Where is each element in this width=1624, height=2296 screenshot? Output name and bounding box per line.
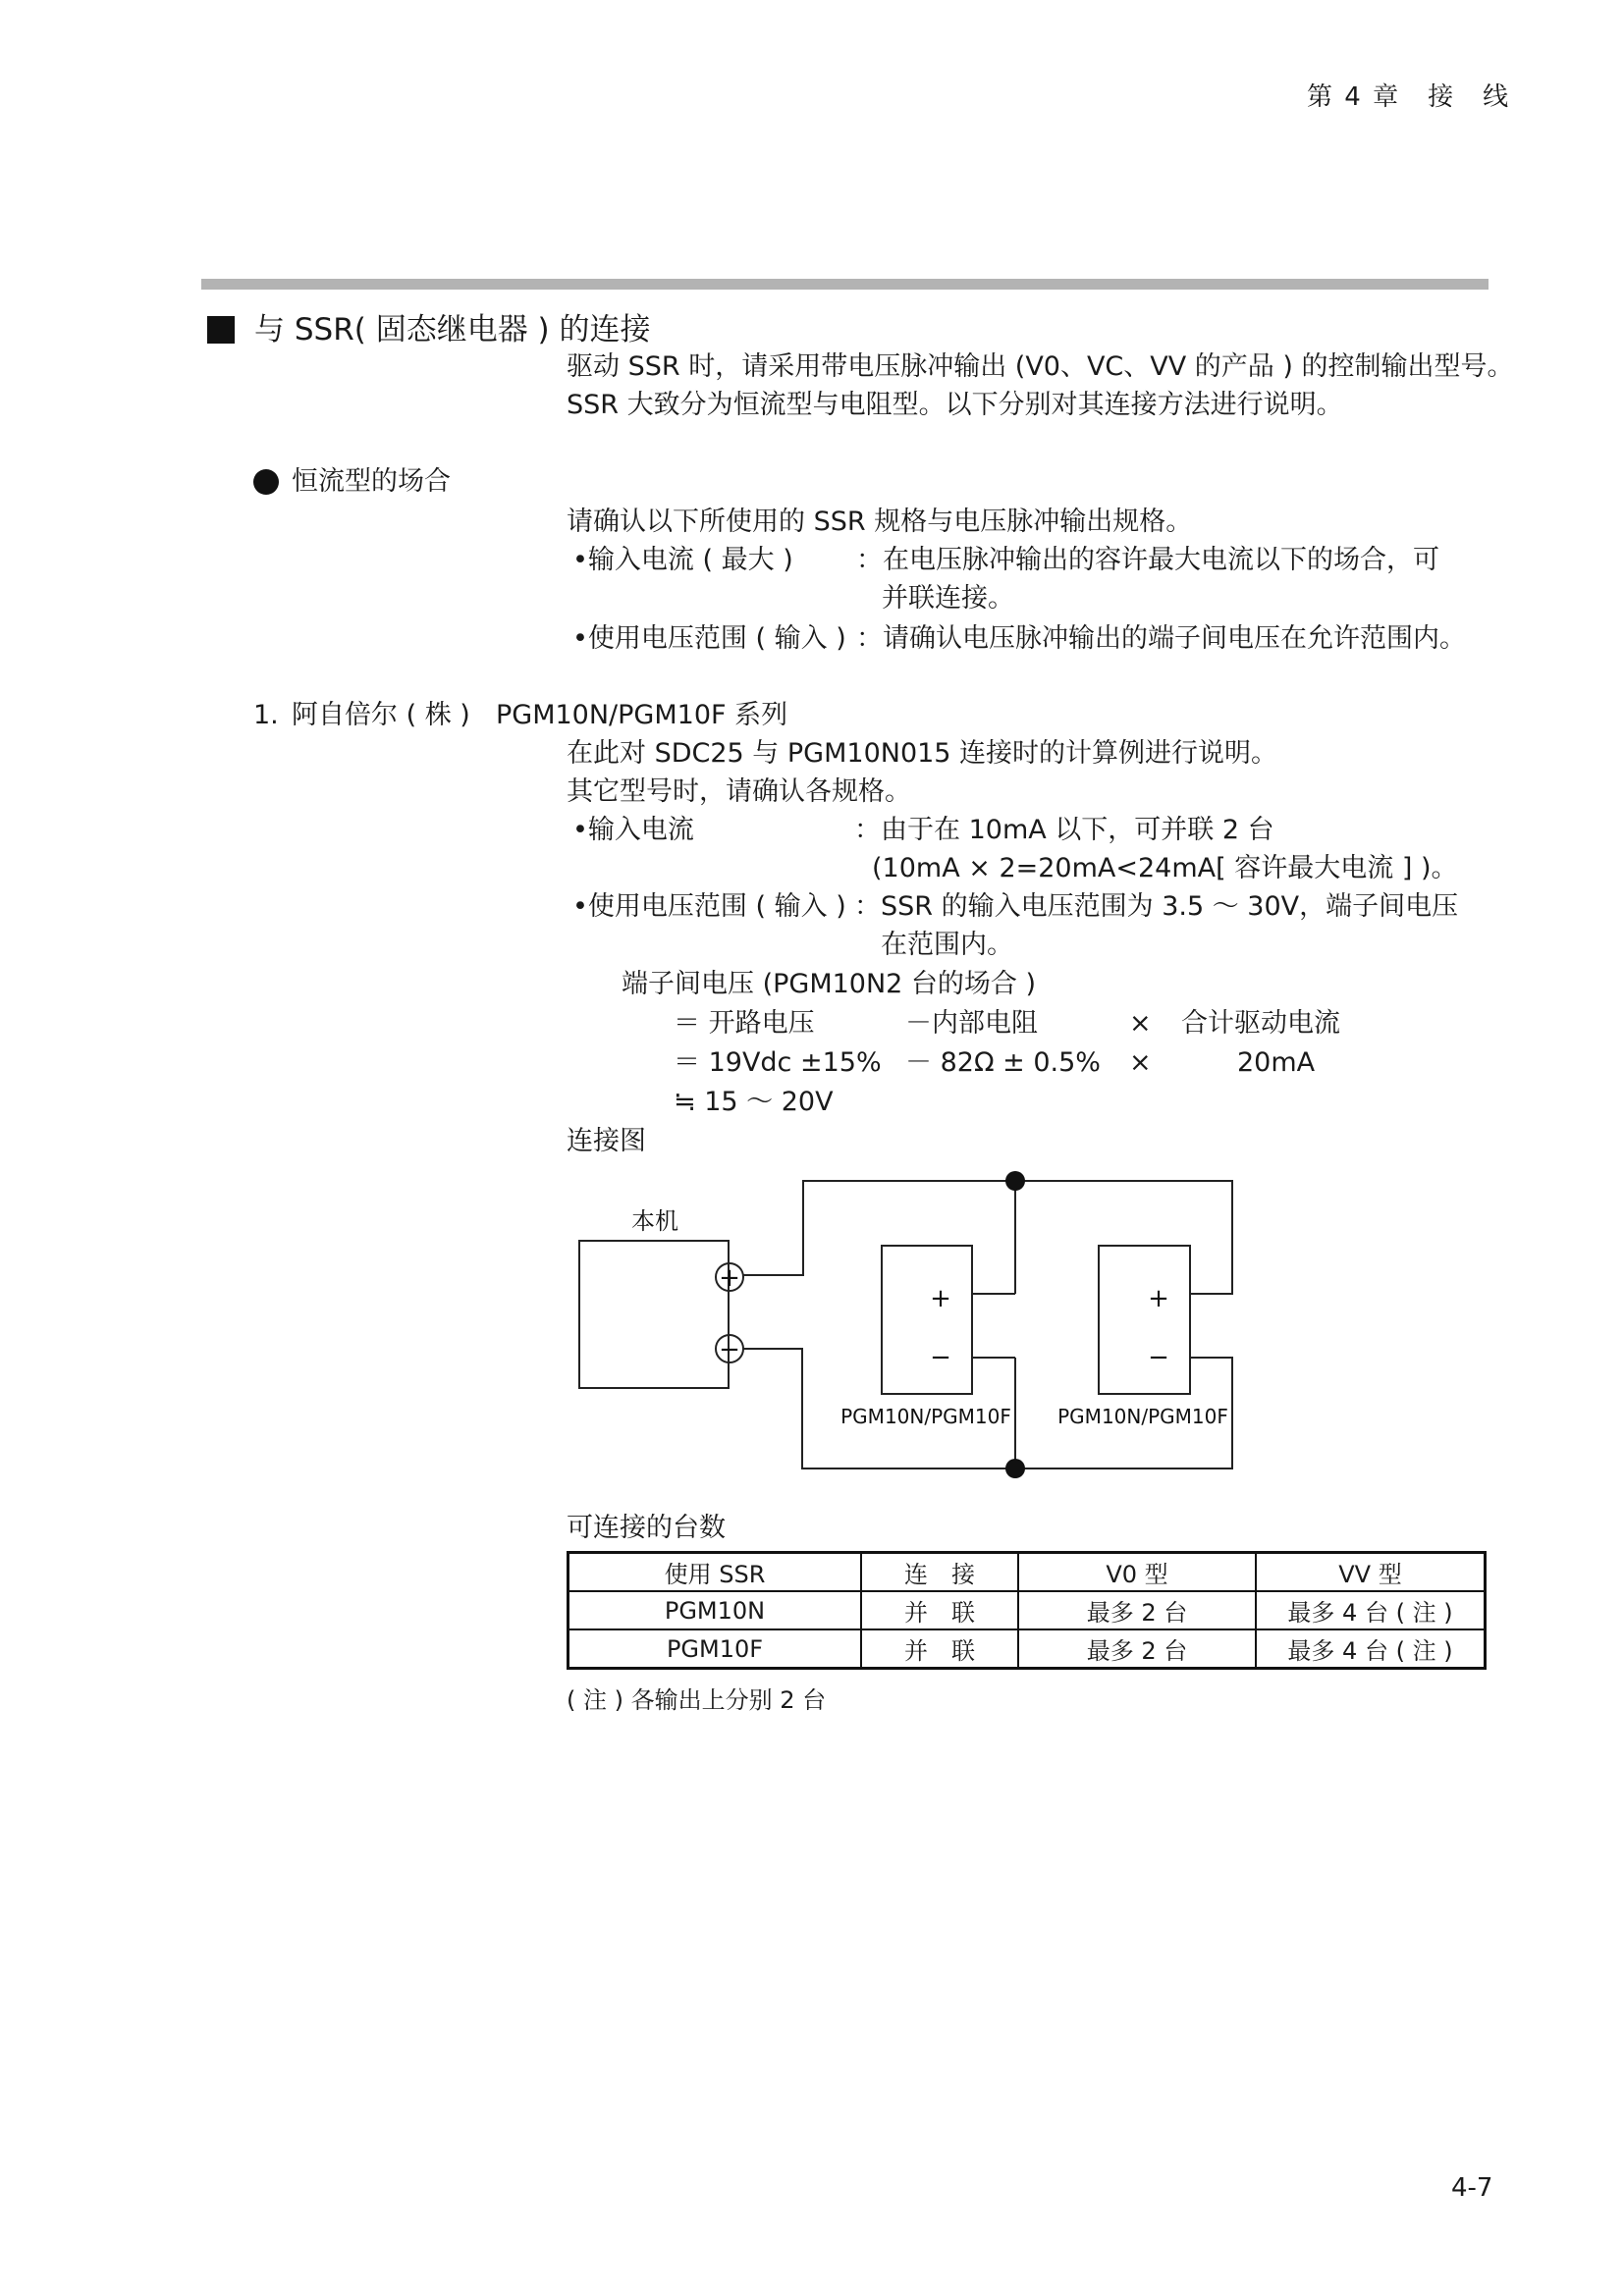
table-note: ( 注 ) 各输出上分别 2 台	[567, 1686, 827, 1714]
table-cell: PGM10F	[568, 1629, 862, 1669]
voltage-range-label: •使用电压范围 ( 输入 )	[572, 891, 846, 922]
example-number: 1.	[253, 700, 279, 730]
table-header-cell: 使用 SSR	[568, 1553, 862, 1592]
example-series: PGM10N/PGM10F 系列	[496, 700, 788, 730]
plus-wire	[742, 1181, 1232, 1294]
table-header-row	[568, 1553, 1486, 1592]
intro-line-1: 驱动 SSR 时，请采用带电压脉冲输出 (V0、VC、VV 的产品 ) 的控制输出型号。	[567, 351, 1514, 382]
table-cell: 最多 2 台	[1018, 1591, 1256, 1629]
ssr2-label: PGM10N/PGM10F	[1057, 1405, 1228, 1428]
input-current-text-cont: (10mA × 2=20mA<24mA[ 容许最大电流 ] )。	[872, 853, 1458, 883]
spec-text-input-current-cont: 并联连接。	[882, 583, 1014, 614]
table-cell: 并 联	[861, 1591, 1018, 1629]
calc-row1-col4: 合计驱动电流	[1181, 1008, 1340, 1039]
connect-count-table	[567, 1551, 1487, 1670]
ssr2-minus: −	[1148, 1343, 1169, 1372]
ssr2-box	[1099, 1246, 1190, 1394]
calc-row1-col1: ＝ 开路电压	[674, 1008, 815, 1039]
table-cell: 并 联	[861, 1629, 1018, 1669]
ssr1-box	[882, 1246, 972, 1394]
minus-sign: −	[719, 1335, 740, 1364]
calc-title: 端子间电压 (PGM10N2 台的场合 )	[622, 969, 1037, 999]
calc-row1-col3: ×	[1129, 1008, 1152, 1039]
table-cell: PGM10N	[568, 1591, 862, 1629]
ssr1-minus: −	[930, 1343, 951, 1372]
table-cell: 最多 2 台	[1018, 1629, 1256, 1669]
calc-row2-col2: － 82Ω ± 0.5%	[905, 1047, 1101, 1078]
calc-row2-col1: ＝ 19Vdc ±15%	[674, 1047, 882, 1078]
spec-text-voltage: ：请确认电压脉冲输出的端子间电压在允许范围内。	[856, 623, 1466, 654]
junction-dot-bottom	[1005, 1459, 1025, 1478]
voltage-range-text-cont: 在范围内。	[881, 930, 1013, 960]
example-maker: 阿自倍尔 ( 株 )	[292, 700, 470, 730]
input-current-text: ：由于在 10mA 以下，可并联 2 台	[854, 815, 1274, 845]
table-header-cell: V0 型	[1018, 1553, 1256, 1592]
controller-box	[579, 1241, 729, 1388]
table-cell: 最多 4 台 ( 注 )	[1256, 1629, 1486, 1669]
spec-lead: 请确认以下所使用的 SSR 规格与电压脉冲输出规格。	[567, 507, 1193, 537]
ssr1-label: PGM10N/PGM10F	[840, 1405, 1011, 1428]
ssr1-plus: +	[930, 1284, 951, 1313]
voltage-range-text: ：SSR 的输入电压范围为 3.5 ～ 30V，端子间电压	[854, 891, 1459, 922]
calc-row2-col3: ×	[1129, 1047, 1152, 1078]
table-row	[568, 1629, 1486, 1669]
table-header-cell: VV 型	[1256, 1553, 1486, 1592]
calc-row2-col4: 20mA	[1237, 1047, 1316, 1078]
input-current-label: •输入电流	[572, 815, 694, 845]
ssr2-plus: +	[1148, 1284, 1169, 1313]
example-desc-1: 在此对 SDC25 与 PGM10N015 连接时的计算例进行说明。	[567, 738, 1278, 769]
table-header-cell: 连 接	[861, 1553, 1018, 1592]
intro-line-2: SSR 大致分为恒流型与电阻型。以下分别对其连接方法进行说明。	[567, 390, 1343, 420]
spec-label-input-current: •输入电流 ( 最大 )	[572, 545, 793, 575]
diagram-title: 连接图	[567, 1126, 646, 1156]
chapter-header: 第 4 章 接 线	[1307, 82, 1511, 112]
table-row	[568, 1591, 1486, 1629]
spec-text-input-current: ：在电压脉冲输出的容许最大电流以下的场合，可	[856, 545, 1439, 575]
junction-dot-top	[1005, 1171, 1025, 1191]
calc-row1-col2: －内部电阻	[905, 1008, 1038, 1039]
example-desc-2: 其它型号时，请确认各规格。	[567, 776, 911, 807]
subsection-title: 恒流型的场合	[292, 466, 451, 497]
spec-label-voltage: •使用电压范围 ( 输入 )	[572, 623, 846, 654]
page-number: 4-7	[1451, 2173, 1493, 2203]
controller-label: 本机	[631, 1207, 678, 1235]
section-title: 与 SSR( 固态继电器 ) 的连接	[254, 312, 651, 347]
table-cell: 最多 4 台 ( 注 )	[1256, 1591, 1486, 1629]
plus-sign: +	[719, 1263, 740, 1293]
table-title: 可连接的台数	[567, 1513, 726, 1543]
calc-row3: ≒ 15 ～ 20V	[674, 1087, 834, 1117]
